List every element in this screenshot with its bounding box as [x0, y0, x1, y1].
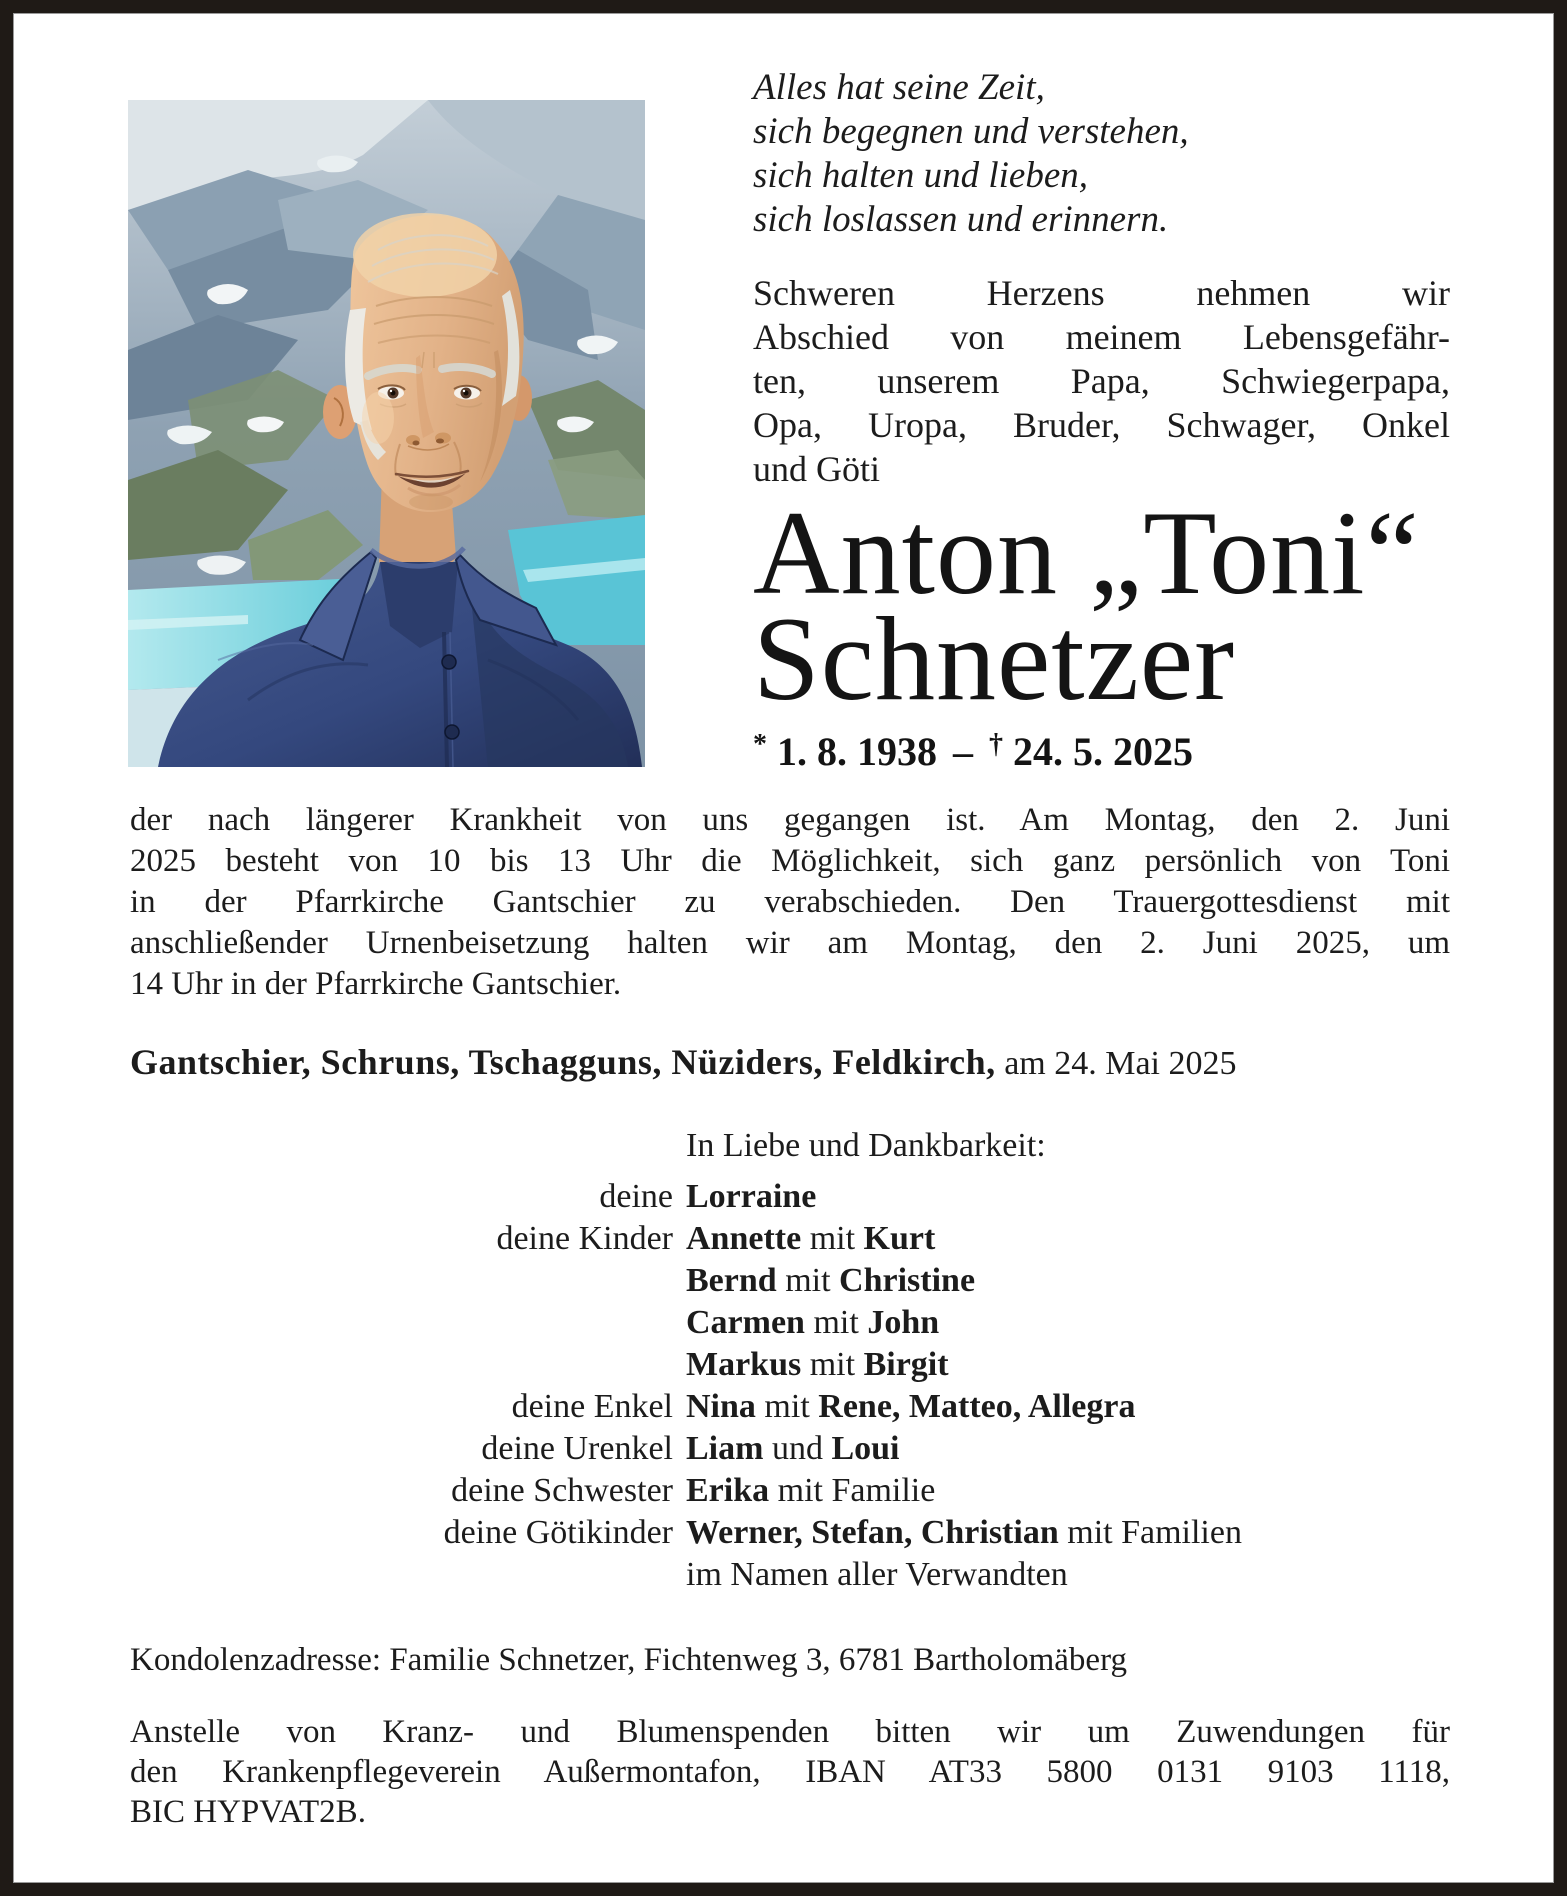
- family-member-names: [686, 1260, 975, 1302]
- family-member-names: [686, 1344, 949, 1386]
- family-connector-text: und: [763, 1430, 832, 1467]
- family-row: [130, 1554, 1450, 1596]
- text-line: sich loslassen und erinnern.: [753, 199, 1169, 240]
- family-member-name: Bernd: [686, 1262, 777, 1299]
- text-line: 2025 besteht von 10 bis 13 Uhr die Möglichkeit, sich ganz persönlich von Toni: [130, 843, 1450, 879]
- birth-star-symbol: *: [753, 729, 767, 760]
- birth-date: 1. 8. 1938: [777, 729, 937, 774]
- family-list: [130, 1176, 1450, 1596]
- family-relation-label: deine: [599, 1178, 673, 1215]
- family-connector-text: mit: [776, 1262, 840, 1299]
- family-member-name: Birgit: [863, 1346, 949, 1383]
- family-connector-text: mit: [804, 1304, 868, 1341]
- family-row: [130, 1386, 1450, 1428]
- death-date: 24. 5. 2025: [1013, 729, 1193, 774]
- family-relation-label: deine Schwester: [451, 1472, 673, 1509]
- text-line: Abschied von meinem Lebensgefähr-: [753, 317, 1450, 357]
- family-member-names: [686, 1512, 1242, 1554]
- text-line: Alles hat seine Zeit,: [753, 67, 1045, 108]
- family-member-names: [686, 1554, 1068, 1596]
- text-line: der nach längerer Krankheit von uns gegangen ist. Am Montag, den 2. Juni: [130, 802, 1450, 838]
- family-row: [130, 1470, 1450, 1512]
- family-member-names: [686, 1302, 939, 1344]
- family-row: [130, 1260, 1450, 1302]
- family-connector-text: mit Familie: [769, 1472, 936, 1509]
- text-line: in der Pfarrkirche Gantschier zu verabschieden. Den Trauergottesdienst mit: [130, 884, 1450, 920]
- family-member-name: Kurt: [863, 1220, 936, 1257]
- deceased-name: [753, 486, 1473, 725]
- family-member-name: Christine: [839, 1262, 976, 1299]
- family-row: [130, 1344, 1450, 1386]
- text-line: BIC HYPVAT2B.: [130, 1794, 366, 1830]
- birth-death-dates: [753, 728, 1193, 775]
- family-connector-text: mit: [801, 1346, 864, 1383]
- family-relation-label: [130, 1344, 673, 1386]
- family-row: [130, 1302, 1450, 1344]
- family-relation-label: [130, 1302, 673, 1344]
- portrait-photo: [128, 100, 645, 767]
- farewell-intro-paragraph: [753, 271, 1450, 491]
- family-relation-label: [130, 1260, 673, 1302]
- family-member-name: Loui: [831, 1430, 900, 1467]
- places-date-line: [130, 1041, 1450, 1083]
- family-row: [130, 1428, 1450, 1470]
- family-member-name: Liam: [686, 1430, 764, 1467]
- family-member-name: Lorraine: [686, 1178, 817, 1215]
- family-relation-label: deine Kinder: [496, 1220, 673, 1257]
- family-member-names: [686, 1470, 935, 1512]
- places-list: Gantschier, Schruns, Tschagguns, Nüziders, Feldkirch,: [130, 1042, 996, 1082]
- condolence-address-line: Kondolenzadresse: Familie Schnetzer, Fichtenweg 3, 6781 Bartholomäberg: [130, 1642, 1127, 1678]
- poem-verse: [753, 66, 1450, 242]
- family-member-names: [686, 1386, 1136, 1428]
- family-row: [130, 1512, 1450, 1554]
- text-line: und Göti: [753, 449, 881, 489]
- text-line: ten, unserem Papa, Schwiegerpapa,: [753, 361, 1450, 401]
- portrait-photo-graphic: [128, 100, 645, 767]
- family-member-name: John: [867, 1304, 940, 1341]
- family-connector-text: mit: [755, 1388, 819, 1425]
- family-member-name: Werner, Stefan, Christian: [686, 1514, 1059, 1551]
- family-member-name: Carmen: [686, 1304, 805, 1341]
- text-line: sich begegnen und verstehen,: [753, 111, 1189, 152]
- text-line: 14 Uhr in der Pfarrkirche Gantschier.: [130, 966, 622, 1002]
- gratitude-line: In Liebe und Dankbarkeit:: [686, 1127, 1046, 1164]
- text-line: Anstelle von Kranz- und Blumenspenden bitten wir um Zuwendungen für: [130, 1714, 1450, 1750]
- family-connector-text: im Namen aller Verwandten: [686, 1556, 1068, 1593]
- family-member-name: Nina: [686, 1388, 756, 1425]
- family-member-name: Markus: [686, 1346, 802, 1383]
- family-connector-text: mit Familien: [1058, 1514, 1242, 1551]
- announcement-paragraph: [130, 800, 1450, 1005]
- family-relation-label: deine Urenkel: [481, 1430, 673, 1467]
- family-connector-text: mit: [801, 1220, 864, 1257]
- text-line: sich halten und lieben,: [753, 155, 1088, 196]
- family-member-name: Erika: [686, 1472, 770, 1509]
- family-member-names: [686, 1428, 900, 1470]
- family-member-name: Rene, Matteo, Allegra: [818, 1388, 1136, 1425]
- family-member-name: Annette: [686, 1220, 802, 1257]
- family-relation-label: deine Enkel: [511, 1388, 673, 1425]
- date-separator: –: [953, 729, 973, 774]
- family-relation-label: deine Götikinder: [443, 1514, 673, 1551]
- donation-paragraph: [130, 1712, 1450, 1832]
- deceased-name-line1: Anton „Toni“: [753, 486, 1420, 619]
- text-line: Schweren Herzens nehmen wir: [753, 273, 1450, 313]
- family-member-names: [686, 1218, 935, 1260]
- text-line: Opa, Uropa, Bruder, Schwager, Onkel: [753, 405, 1450, 445]
- family-member-names: [686, 1176, 816, 1218]
- deceased-name-line2: Schnetzer: [753, 592, 1236, 725]
- text-line: anschließender Urnenbeisetzung halten wir am Montag, den 2. Juni 2025, um: [130, 925, 1450, 961]
- death-dagger-symbol: †: [989, 729, 1003, 760]
- text-line: den Krankenpflegeverein Außermontafon, IBAN AT33 5800 0131 9103 1118,: [130, 1754, 1450, 1790]
- notice-date: am 24. Mai 2025: [995, 1045, 1237, 1082]
- family-row: [130, 1218, 1450, 1260]
- family-row: [130, 1176, 1450, 1218]
- family-relation-label: [130, 1554, 673, 1596]
